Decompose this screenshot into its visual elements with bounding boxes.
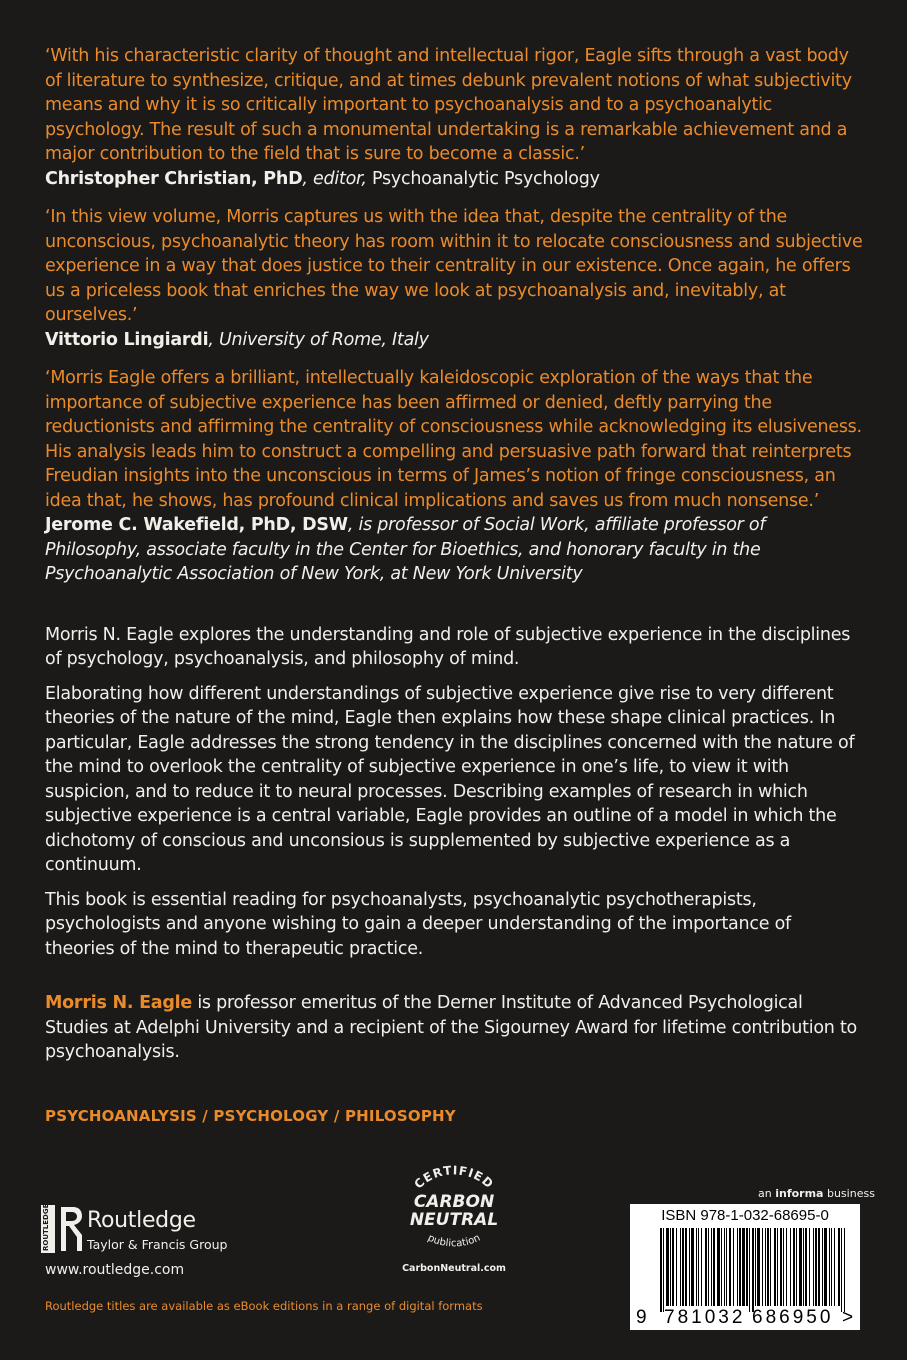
certified-text: CERTIFIED	[411, 1163, 497, 1192]
review-attribution	[45, 513, 865, 587]
isbn-digit-group1: 781032	[664, 1307, 746, 1328]
reviewer-name: Christopher Christian, PhD	[45, 168, 303, 189]
barcode-bar	[755, 1228, 756, 1306]
barcode-bar	[834, 1228, 835, 1306]
barcode-bar	[724, 1228, 725, 1306]
barcode-bar	[721, 1228, 722, 1306]
neutral-text: NEUTRAL	[409, 1210, 499, 1230]
ebook-note: Routledge titles are available as eBook editions in a range of digital formats	[45, 1299, 483, 1313]
barcode-bar	[822, 1228, 823, 1306]
carbon-neutral-badge	[398, 1158, 510, 1278]
barcode-bar	[733, 1228, 734, 1306]
barcode-bar	[666, 1228, 669, 1306]
barcode-bar	[672, 1228, 674, 1306]
barcode-bar	[705, 1228, 707, 1306]
barcode-bar	[815, 1228, 817, 1306]
barcode-bar	[767, 1228, 769, 1306]
isbn-digit-first: 9	[636, 1307, 647, 1328]
barcode-bar	[809, 1228, 810, 1306]
barcode-bar	[813, 1228, 814, 1306]
barcode-bar	[696, 1228, 697, 1306]
carbon-neutral-site: CarbonNeutral.com	[402, 1263, 506, 1274]
barcode-bar	[680, 1228, 681, 1306]
barcode-bar	[783, 1228, 784, 1306]
review-1	[45, 44, 865, 191]
barcode-bar	[749, 1228, 750, 1312]
author-bio-text: is professor emeritus of the Derner Institute of Advanced Psychological Studies at Adelphi University and a recipient of the Sigourney Award for lifetime contribution to psychoanalysis.	[45, 993, 858, 1062]
barcode-bar	[799, 1228, 802, 1306]
review-quote: ‘Morris Eagle offers a brilliant, intellectually kaleidoscopic exploration of the ways that the importance of subjective experience has been affirmed or denied, deftly parrying the reductionists and affirming the centrality of consciousness while acknowledging its elusiveness. His analysis leads him to construct a compelling and persuasive path forward that reinterprets Freudian insights into the unconscious in terms of James’s notion of fringe consciousness, an idea that, he shows, has profound clinical implications and saves us from much nonsense.’	[45, 368, 862, 511]
barcode-bar	[818, 1228, 820, 1306]
publisher-side-bar	[41, 1205, 55, 1253]
barcode-bar	[786, 1228, 787, 1306]
publisher-logo	[41, 1205, 301, 1255]
barcode-bar	[726, 1228, 727, 1306]
review-quote: ‘With his characteristic clarity of thought and intellectual rigor, Eagle sifts through a vast body of literature to synthesize, critique, and at times debunk prevalent notions of what subjectivity means and why it is so critically important to psychoanalysis and to a psychoanalytic psychology. The result of such a monumental undertaking is a remarkable achievement and a major contribution to the field that is sure to become a classic.’	[45, 46, 852, 164]
subject-categories: PSYCHOANALYSIS / PSYCHOLOGY / PHILOSOPHY	[45, 1107, 456, 1125]
svg-text:publication	[426, 1233, 482, 1250]
barcode-bar	[790, 1228, 791, 1306]
isbn-text: ISBN 978-1-032-68695-0	[661, 1207, 829, 1224]
barcode-bar	[824, 1228, 827, 1306]
publication-text: publication	[425, 1232, 483, 1250]
barcode-bar	[757, 1228, 760, 1306]
description-paragraph: Elaborating how different understandings of subjective experience give rise to very different theories of the nature of the mind, Eagle then explains how these shape clinical practices. In particular, Eagle addresses the strong tendency in the disciplines concerned with the nature of the mind to overlook the centrality of subjective experience in one’s life, to view it with suspicion, and to reduce it to neural processes. Describing examples of research in which subjective experience is a central variable, Eagle provides an outline of a model in which the dichotomy of conscious and unconsious is supplemented by subjective experience as a continuum.	[45, 683, 855, 875]
carbon-text: CARBON	[413, 1192, 495, 1212]
author-bio	[45, 991, 865, 1065]
reviewer-name: Vittorio Lingiardi	[45, 329, 209, 350]
barcode-bar	[713, 1228, 715, 1306]
barcode-bar	[685, 1228, 687, 1306]
svg-text:CERTIFIED	[411, 1163, 496, 1191]
description-paragraph: This book is essential reading for psychoanalysts, psychoanalytic psychotherapists, psychologists and anyone wishing to gain a deeper understanding of the importance of theories of the mind to therapeutic practice.	[45, 889, 791, 959]
barcode-bar	[841, 1228, 842, 1312]
review-attribution	[45, 328, 865, 353]
barcode-bar	[762, 1228, 763, 1306]
publisher-url: www.routledge.com	[45, 1262, 185, 1278]
isbn-barcode	[630, 1204, 860, 1330]
barcode-bar	[739, 1228, 741, 1306]
barcode-bar	[831, 1228, 832, 1306]
reviewer-role: , is professor of Social Work, affiliate professor of Philosophy, associate faculty in the Center for Bioethics, and honorary faculty in the Psychoanalytic Association of New York, at New York University	[45, 515, 766, 584]
barcode-bar	[838, 1228, 840, 1306]
barcode-bar	[682, 1228, 684, 1306]
barcode-bar	[676, 1228, 677, 1306]
barcode-bar	[689, 1228, 690, 1306]
barcode-bar	[691, 1228, 694, 1306]
barcode-bar	[729, 1228, 731, 1306]
barcode-bar	[770, 1228, 771, 1306]
informa-prefix: an	[758, 1187, 776, 1200]
author-name: Morris N. Eagle	[45, 993, 192, 1013]
review-2	[45, 205, 865, 352]
barcode-bar	[698, 1228, 699, 1306]
reviewer-role: , editor,	[302, 168, 367, 189]
barcode-bar	[777, 1228, 778, 1306]
routledge-r-icon	[58, 1205, 84, 1253]
description-paragraph: Morris N. Eagle explores the understanding and role of subjective experience in the disciplines of psychology, psychoanalysis, and philosophy of mind.	[45, 624, 851, 669]
barcode-bar	[660, 1228, 662, 1312]
reviewer-affiliation: Psychoanalytic Psychology	[366, 168, 600, 189]
isbn-arrow: >	[842, 1307, 854, 1328]
barcode-bar	[793, 1228, 795, 1306]
barcode-bar	[829, 1228, 830, 1306]
informa-suffix: business	[823, 1187, 875, 1200]
barcode-bar	[670, 1228, 671, 1306]
publisher-side-text: ROUTLEDGE	[42, 1203, 50, 1251]
informa-tagline	[758, 1187, 875, 1200]
barcode-bar	[780, 1228, 782, 1306]
barcode-bar	[708, 1228, 709, 1306]
review-attribution	[45, 167, 865, 192]
publisher-group: Taylor & Francis Group	[87, 1237, 228, 1252]
isbn-digit-group2: 686950	[752, 1307, 834, 1328]
publication-arc-icon	[398, 1226, 510, 1266]
barcode-bar	[765, 1228, 766, 1306]
reviewer-role: , University of Rome, Italy	[208, 329, 429, 350]
review-quote: ‘In this view volume, Morris captures us with the idea that, despite the centrality of the unconscious, psychoanalytic theory has room within it to relocate consciousness and subjective experience in a way that does justice to their centrality in our existence. Once again, he offers us a priceless book that enriches the way we look at psychoanalysis and, inevitably, at ourselves.’	[45, 207, 863, 325]
barcode-bar	[717, 1228, 720, 1306]
barcode-bar	[737, 1228, 738, 1306]
reviewer-name: Jerome C. Wakefield, PhD, DSW	[45, 515, 348, 535]
barcode-bar	[742, 1228, 745, 1306]
barcode-bar	[844, 1228, 845, 1312]
book-description	[45, 623, 865, 962]
barcode-bar	[805, 1228, 807, 1306]
barcode-bar	[701, 1228, 702, 1306]
informa-brand: informa	[775, 1187, 824, 1200]
barcode-bar	[746, 1228, 748, 1306]
publisher-name: Routledge	[87, 1208, 196, 1233]
barcode-bar	[752, 1228, 754, 1312]
barcode-bar	[663, 1228, 664, 1312]
barcode-bar	[796, 1228, 797, 1306]
barcode-bar	[803, 1228, 804, 1306]
back-cover-content	[45, 44, 865, 1065]
barcode-bar	[711, 1228, 712, 1306]
review-3	[45, 366, 865, 587]
barcode-bar	[774, 1228, 776, 1306]
